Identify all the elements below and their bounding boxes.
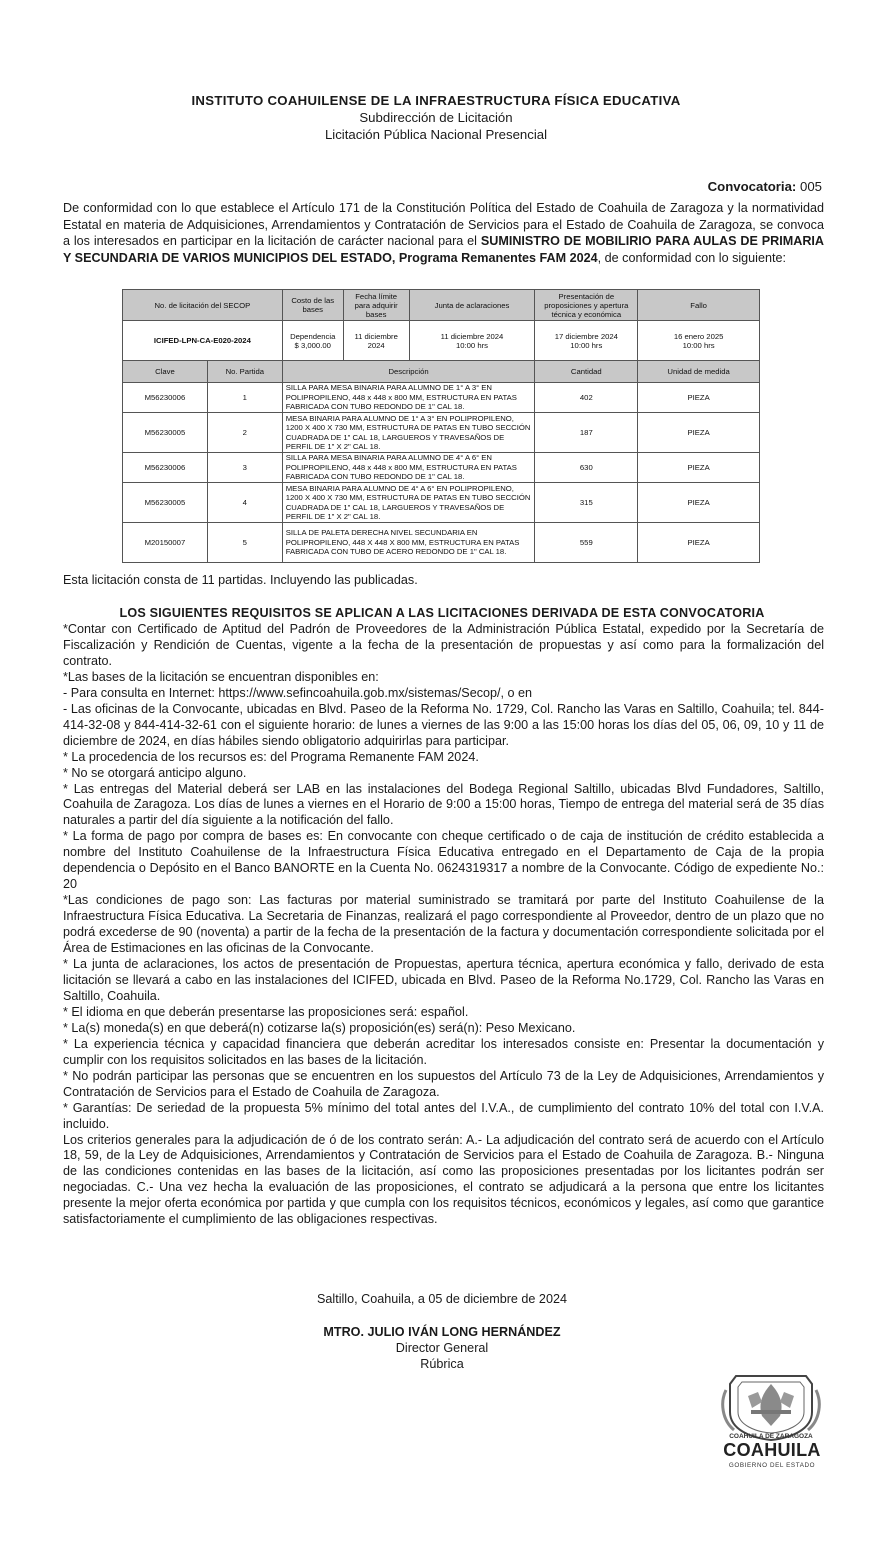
row-partida: 1 [207,383,282,413]
row-partida: 4 [207,483,282,523]
header-cantidad: Cantidad [535,361,638,383]
requirement-item: * Garantías: De seriedad de la propuesta 5% mínimo del total antes del I.V.A., de cumplimiento del contrato 10% del total con I.V.A. incluido. [63,1100,824,1131]
requirement-item: *Contar con Certificado de Aptitud del Padrón de Proveedores de la Administración Pública Estatal, expedido por la Secretaría de Fiscalización y Rendición de Cuentas, vigente a la fecha de la presentación de propuestas y así como para la formalización del contrato. [63,622,824,668]
info-fecha-limite: 11 diciembre 2024 [343,321,409,361]
table-row [123,453,760,483]
row-descripcion: MESA BINARIA PARA ALUMNO DE 4° A 6° EN POLIPROPILENO, 1200 X 400 X 730 MM, ESTRUCTURA DE PATAS EN TUBO SECCIÓN CUADRADA DE 1" CAL 18, LARGUEROS Y TRAVESAÑOS DE PERFIL DE 1" X 2" CAL 18. [282,483,535,523]
info-costo [282,321,343,361]
row-descripcion: SILLA DE PALETA DERECHA NIVEL SECUNDARIA EN POLIPROPILENO, 448 X 448 X 800 MM, ESTRUCTURA EN PATAS FABRICADA CON TUBO DE ACERO REDONDO DE 1" CAL 18. [282,523,535,563]
info-presentacion-1: 17 diciembre 2024 [554,331,618,341]
table-row [123,523,760,563]
header-presentacion: Presentación de proposiciones y apertura técnica y económica [535,290,638,321]
info-no-licitacion: ICIFED-LPN-CA-E020-2024 [123,321,283,361]
header-unidad: Unidad de medida [638,361,760,383]
row-cantidad: 402 [535,383,638,413]
seal-text: COAHUILA DE ZARAGOZA [729,1433,813,1440]
table-row [123,413,760,453]
info-presentacion-2: 10:00 hrs [570,340,603,350]
row-cantidad: 187 [535,413,638,453]
requirement-item: * Las entregas del Material deberá ser LAB en las instalaciones del Bodega Regional Saltillo, ubicadas Blvd Fundadores, Saltillo, Coahuila de Zaragoza. Los días de lunes a viernes en el Horario de 9:00 a 15:00 horas, Tiempo de entrega del material será de 35 días naturales a partir del día siguiente a la notificación del fallo. [63,781,824,828]
info-costo-1: Dependencia [290,331,336,341]
info-junta-1: 11 diciembre 2024 [440,331,504,341]
row-clave: M56230006 [123,383,208,413]
header-clave: Clave [123,361,208,383]
info-fallo [638,321,760,361]
row-partida: 5 [207,523,282,563]
requirements-title: LOS SIGUIENTES REQUISITOS SE APLICAN A LAS LICITACIONES DERIVADA DE ESTA CONVOCATORIA [119,606,765,620]
row-partida: 2 [207,413,282,453]
tender-main-table [122,289,760,563]
adjudication-criteria: Los criterios generales para la adjudicación de ó de los contrato serán: A.- La adjudicación del contrato será de acuerdo con el Artículo 18, 59, de la Ley de Adquisiciones, Arrendamientos y Contratación de Servicios para el Estado de Coahuila de Zaragoza. B.- Ninguna de las condiciones contenidas en las bases de la licitación, así como las proposiciones presentadas por los licitantes podrán ser negociadas. C.- Una vez hecha la evaluación de las proposiciones, el contrato se adjudicará a la persona que entre los licitantes presente la mejor oferta económica por partida y que cumpla con los requisitos técnicos, económicos y legales, así como que garantice satisfactoriamente el cumplimiento de las obligaciones respectivas. [63,1132,824,1227]
requirement-item: - Para consulta en Internet: https://www.sefincoahuila.gob.mx/sistemas/Secop/, o en [63,685,533,700]
institution-name: INSTITUTO COAHUILENSE DE LA INFRAESTRUCTURA FÍSICA EDUCATIVA [191,93,681,108]
row-clave: M56230005 [123,483,208,523]
row-cantidad: 630 [535,453,638,483]
row-cantidad: 559 [535,523,638,563]
requirement-item: * La procedencia de los recursos es: del Programa Remanente FAM 2024. [63,749,479,764]
header-junta: Junta de aclaraciones [409,290,535,321]
intro-bold: SUMINISTRO DE MOBILIRIO PARA AULAS DE PRIMARIA Y SECUNDARIA DE VARIOS MUNICIPIOS DEL ESTADO, Programa Remanentes FAM 2024 [63,234,825,265]
info-costo-2: $ 3,000.00 [294,340,331,350]
logo-name: COAHUILA [723,1440,821,1460]
header-fecha-limite: Fecha límite para adquirir bases [343,290,409,321]
info-fallo-1: 16 enero 2025 [673,331,724,341]
convocatoria-label: Convocatoria: [707,179,797,194]
row-partida: 3 [207,453,282,483]
place-date: Saltillo, Coahuila, a 05 de diciembre de 2024 [317,1292,567,1306]
convocatoria-value: 005 [799,179,822,194]
requirement-item: * La experiencia técnica y capacidad financiera que deberán acreditar los interesados consiste en: Presentar la documentación y cumplir con los requisitos solicitados en las bases de la licitación. [63,1036,824,1067]
logo-subtitle: GOBIERNO DEL ESTADO [728,1462,816,1469]
intro-paragraph [63,200,824,266]
row-unidad: PIEZA [638,383,760,413]
info-fallo-2: 10:00 hrs [682,340,715,350]
partidas-count: Esta licitación consta de 11 partidas. Incluyendo las publicadas. [63,573,418,587]
header-descripcion: Descripción [282,361,535,383]
info-junta [409,321,535,361]
requirement-item: * No podrán participar las personas que se encuentren en los supuestos del Artículo 73 de la Ley de Adquisiciones, Arrendamientos y Contratación de Servicios para el Estado de Coahuila de Zaragoza. [63,1068,824,1099]
signer-name: MTRO. JULIO IVÁN LONG HERNÁNDEZ [323,1325,561,1339]
requirement-item: *Las bases de la licitación se encuentran disponibles en: [63,669,379,684]
coahuila-seal-icon [718,1372,824,1442]
notice-header [0,92,872,143]
coahuila-logo [714,1440,830,1469]
header-fallo: Fallo [638,290,760,321]
signer-position: Director General [395,1341,489,1355]
tender-type: Licitación Pública Nacional Presencial [324,127,548,142]
rubrica: Rúbrica [420,1357,464,1371]
requirement-item: - Las oficinas de la Convocante, ubicadas en Blvd. Paseo de la Reforma No. 1729, Col. Rancho las Varas en Saltillo, Coahuila; tel. 844-414-32-08 y 844-414-32-61 con el siguiente horario: de lunes a viernes de las 9:00 a las 15:00 horas los días del 05, 06, 09, 10 y 11 de diciembre de 2024, en días hábiles siendo obligatorio adquirirlas para participar. [63,701,824,748]
row-descripcion: SILLA PARA MESA BINARIA PARA ALUMNO DE 4° A 6° EN POLIPROPILENO, 448 x 448 x 800 MM, ESTRUCTURA EN PATAS FABRICADA CON TUBO REDONDO DE 1" CAL 18. [282,453,535,483]
requirement-item: * No se otorgará anticipo alguno. [63,765,247,780]
info-presentacion [535,321,638,361]
requirement-item: * El idioma en que deberán presentarse las proposiciones será: español. [63,1004,469,1019]
requirement-item: * La junta de aclaraciones, los actos de presentación de Propuestas, apertura técnica, apertura económica y fallo, derivado de esta licitación se llevará a cabo en las instalaciones del ICIFED, ubicada en Blvd. Paseo de la Reforma No.1729, Col. Rancho las Varas en Saltillo, Coahuila. [63,957,824,1003]
header-partida: No. Partida [207,361,282,383]
header-costo: Costo de las bases [282,290,343,321]
row-clave: M56230005 [123,413,208,453]
requirement-item: *Las condiciones de pago son: Las facturas por material suministrado se tramitará por parte del Instituto Coahuilense de la Infraestructura Física Educativa. La Secretaria de Finanzas, realizará el pago correspondiente al Proveedor, dentro de un plazo que no podrá excederse de 90 (noventa) a partir de la fecha de la presentación de la factura y documentación correspondiente solicitada por el Área de Estimaciones en las oficinas de la Convocante. [63,893,824,956]
signature-block [0,1324,872,1372]
requirements-list [63,622,824,1228]
intro-text-1: De conformidad con lo que establece el Artículo 171 de la Constitución Política del Estado de Coahuila de Zaragoza y la normatividad Estatal en materia de Adquisiciones, Arrendamientos y Contratación de Servicios para el Estado de Coahuila de Zaragoza, se convoca a los interesados en participar en la licitación de carácter nacional para el [63,201,824,249]
convocatoria-number [708,179,822,194]
row-descripcion: SILLA PARA MESA BINARIA PARA ALUMNO DE 1° A 3° EN POLIPROPILENO, 448 x 448 x 800 MM, ESTRUCTURA EN PATAS FABRICADA CON TUBO REDONDO DE 1" CAL 18. [282,383,535,413]
subdirection: Subdirección de Licitación [359,110,513,125]
row-cantidad: 315 [535,483,638,523]
row-unidad: PIEZA [638,453,760,483]
table-row [123,383,760,413]
row-clave: M56230006 [123,453,208,483]
row-clave: M20150007 [123,523,208,563]
row-unidad: PIEZA [638,413,760,453]
row-unidad: PIEZA [638,483,760,523]
row-descripcion: MESA BINARIA PARA ALUMNO DE 1° A 3° EN POLIPROPILENO, 1200 X 400 X 730 MM, ESTRUCTURA DE PATAS EN TUBO SECCIÓN CUADRADA DE 1" CAL 18, LARGUEROS Y TRAVESAÑOS DE PERFIL DE 1" X 2" CAL 18. [282,413,535,453]
requirement-item: * La(s) moneda(s) en que deberá(n) cotizarse la(s) proposición(es) será(n): Peso Mexicano. [63,1020,576,1035]
table-row [123,483,760,523]
requirement-item: * La forma de pago por compra de bases es: En convocante con cheque certificado o de caja de institución de crédito establecida a nombre del Instituto Coahuilense de la Infraestructura Física Educativa entregado en el Departamento de Caja de la propia dependencia o Depósito en el Banco BANORTE en la Cuenta No. 0624319317 a nombre de la Convocante. Código de expediente No.: 20 [63,829,824,892]
row-unidad: PIEZA [638,523,760,563]
header-no-licitacion: No. de licitación del SECOP [123,290,283,321]
info-junta-2: 10:00 hrs [455,340,489,350]
intro-text-2: , de conformidad con lo siguiente: [597,250,786,265]
